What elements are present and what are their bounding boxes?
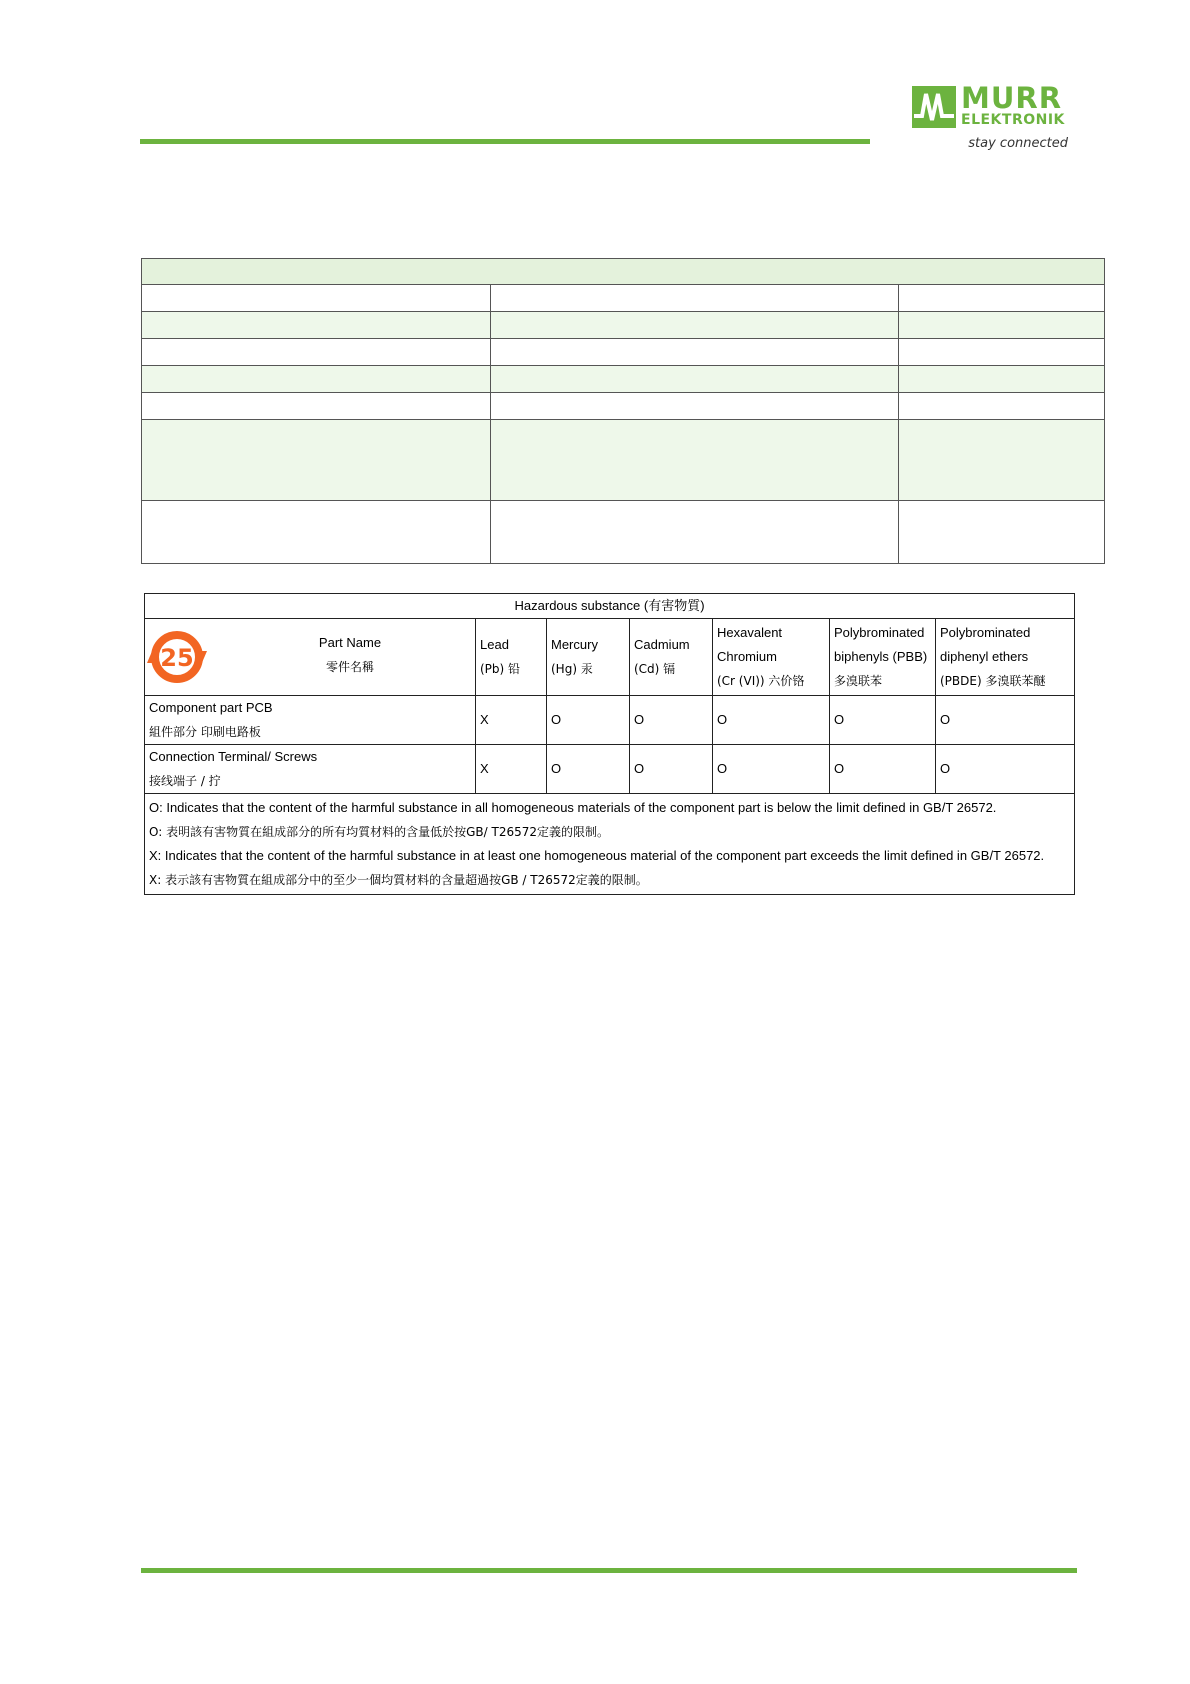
cell-value: O: [713, 696, 830, 745]
cell-value: X: [476, 745, 547, 794]
logo-tagline: stay connected: [968, 136, 1068, 151]
cell-value: O: [936, 696, 1075, 745]
part-name-en: Part Name: [318, 635, 382, 650]
table-row: [145, 745, 1075, 794]
col-header-pbb: Polybrominated biphenyls (PBB) 多溴联苯: [830, 619, 936, 696]
table-notes: [145, 794, 1075, 895]
note-o-cn: O: 表明該有害物質在組成部分的所有均質材料的含量低於按GB/ T26572定義的限制。: [149, 825, 609, 839]
info-table-row: [142, 501, 1105, 564]
row-part-name: Component part PCB 組件部分 印刷电路板: [145, 696, 476, 745]
part-name-header: [145, 619, 476, 696]
cell-value: O: [547, 745, 630, 794]
info-table-row: [142, 366, 1105, 393]
cell-value: O: [630, 696, 713, 745]
col-header-hexavalent-chromium: Hexavalent Chromium (Cr (VI)) 六价铬: [713, 619, 830, 696]
cell-value: O: [830, 696, 936, 745]
note-o-en: O: Indicates that the content of the harmful substance in all homogeneous materials of the component part is below the limit defined in GB/T 26572.: [149, 800, 997, 815]
col-header-cadmium: Cadmium (Cd) 镉: [630, 619, 713, 696]
info-table-row: [142, 339, 1105, 366]
table-title: Hazardous substance (有害物質): [145, 594, 1075, 619]
info-table-row: [142, 420, 1105, 501]
info-table-row: [142, 285, 1105, 312]
info-table: [141, 258, 1105, 564]
note-x-en: X: Indicates that the content of the harmful substance in at least one homogeneous material of the component part exceeds the limit defined in GB/T 26572.: [149, 848, 1045, 863]
col-header-pbde: Polybrominated diphenyl ethers (PBDE) 多溴联苯醚: [936, 619, 1075, 696]
cell-value: O: [830, 745, 936, 794]
cell-value: O: [713, 745, 830, 794]
cell-value: O: [630, 745, 713, 794]
info-table-row: [142, 312, 1105, 339]
cell-value: X: [476, 696, 547, 745]
epup-badge-number: 25: [160, 644, 194, 672]
cell-value: O: [547, 696, 630, 745]
table-row: [145, 696, 1075, 745]
murr-logo-mark-icon: [912, 86, 956, 128]
info-table-row: [142, 393, 1105, 420]
info-table-header: [142, 259, 1105, 285]
header-divider: [140, 139, 870, 144]
logo-sub-text: ELEKTRONIK: [961, 112, 1065, 128]
hazardous-substance-table: [144, 593, 1075, 895]
col-header-mercury: Mercury (Hg) 汞: [547, 619, 630, 696]
murr-logo: [912, 81, 1072, 156]
note-x-cn: X: 表示該有害物質在組成部分中的至少一個均質材料的含量超過按GB / T26572定義的限制。: [149, 873, 648, 887]
logo-brand-text: MURR: [961, 81, 1063, 115]
part-name-cn: 零件名稱: [325, 660, 374, 674]
row-part-name: Connection Terminal/ Screws 接线端子 / 拧: [145, 745, 476, 794]
cell-value: O: [936, 745, 1075, 794]
col-header-lead: Lead (Pb) 铅: [476, 619, 547, 696]
footer-divider: [141, 1568, 1077, 1573]
